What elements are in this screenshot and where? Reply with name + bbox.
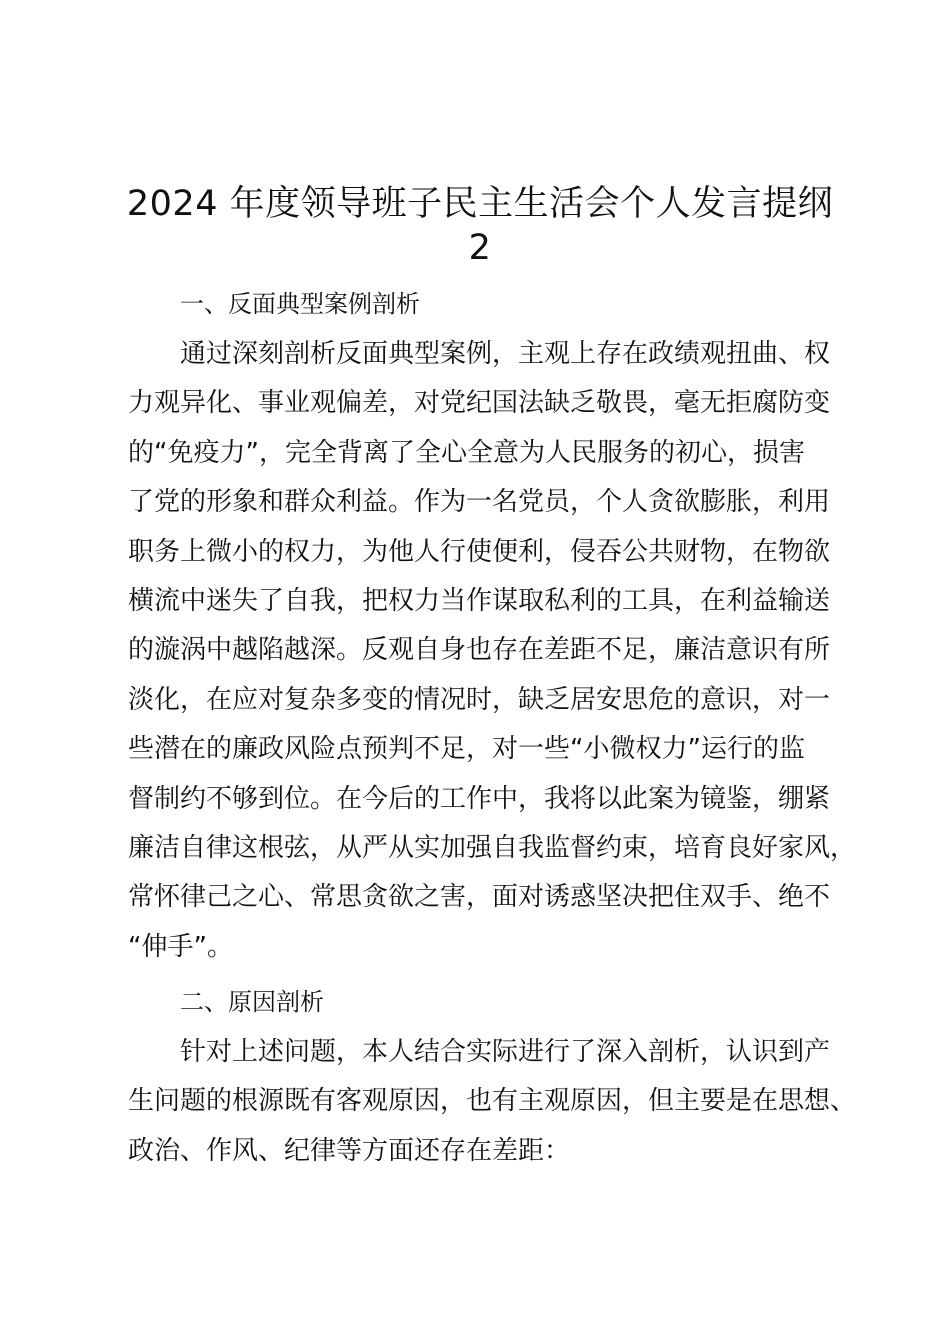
section-paragraph-2 — [128, 1028, 858, 1176]
section-heading-2: 二、原因剖析 — [180, 988, 324, 1016]
paragraph-line: 职务上微小的权力，为他人行使便利，侵吞公共财物，在物欲 — [128, 536, 831, 567]
paragraph-line: 了党的形象和群众利益。作为一名党员，个人贪欲膨胀，利用 — [128, 487, 831, 518]
title-line-1: 2024 年度领导班子民主生活会个人发言提纲 — [126, 184, 834, 224]
paragraph-line: 的漩涡中越陷越深。反观自身也存在差距不足，廉洁意识有所 — [128, 635, 831, 666]
document-title — [100, 182, 860, 270]
paragraph-line: 政治、作风、纪律等方面还存在差距： — [128, 1135, 571, 1166]
paragraph-line: 淡化，在应对复杂多变的情况时，缺乏居安思危的意识，对一 — [128, 684, 831, 715]
title-line-2: 2 — [468, 228, 492, 268]
paragraph-line: “伸手”。 — [128, 931, 233, 962]
paragraph-line: 的“免疫力”，完全背离了全心全意为人民服务的初心，损害 — [128, 437, 805, 468]
paragraph-line: 廉洁自律这根弦，从严从实加强自我监督约束，培育良好家风， — [128, 832, 857, 863]
paragraph-line: 些潜在的廉政风险点预判不足，对一些“小微权力”运行的监 — [128, 734, 805, 765]
paragraph-line: 生问题的根源既有客观原因，也有主观原因，但主要是在思想、 — [128, 1086, 857, 1117]
paragraph-line: 通过深刻剖析反面典型案例，主观上存在政绩观扭曲、权 — [180, 339, 831, 369]
section-paragraph-1 — [128, 330, 858, 972]
paragraph-line: 力观异化、事业观偏差，对党纪国法缺乏敬畏，毫无拒腐防变 — [128, 388, 831, 419]
paragraph-line: 横流中迷失了自我，把权力当作谋取私利的工具，在利益输送 — [128, 585, 831, 616]
section-heading-1: 一、反面典型案例剖析 — [180, 290, 420, 318]
paragraph-line: 督制约不够到位。在今后的工作中，我将以此案为镜鉴，绷紧 — [128, 783, 831, 814]
paragraph-line: 针对上述问题，本人结合实际进行了深入剖析，认识到产 — [180, 1037, 831, 1067]
paragraph-line: 常怀律己之心、常思贪欲之害，面对诱惑坚决把住双手、绝不 — [128, 882, 831, 913]
